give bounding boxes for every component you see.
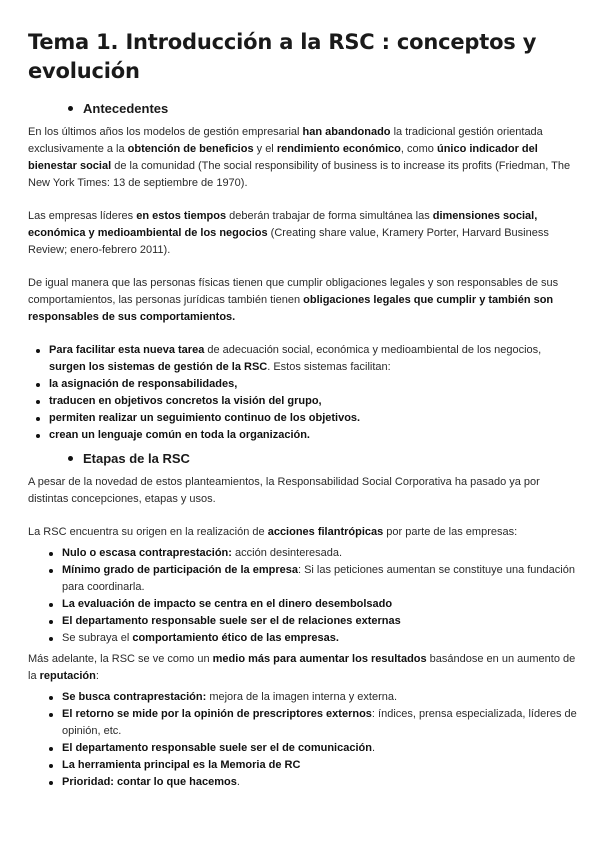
paragraph-antecedentes-2: Las empresas líderes en estos tiempos deberán trabajar de forma simultánea las dimensiones social, económica y medioambiental de los negocios (Creating share value, Kramery Porter, Harvard Business Review; enero-febrero 2011). — [28, 210, 549, 256]
list-item: Para facilitar esta nueva tarea de adecuación social, económica y medioambiental de los negocios, surgen los sistemas de gestión de la RSC. Estos sistemas facilitan: — [49, 342, 578, 376]
bullet-icon — [68, 456, 73, 461]
list-item: El departamento responsable suele ser el de comunicación. — [62, 740, 578, 757]
section-heading-antecedentes: Antecedentes — [28, 100, 578, 118]
list-item: Se subraya el comportamiento ético de las empresas. — [62, 630, 578, 647]
bullet-icon — [68, 106, 73, 111]
list-item: crean un lenguaje común en toda la organización. — [49, 427, 578, 444]
paragraph-etapas-1: A pesar de la novedad de estos planteamientos, la Responsabilidad Social Corporativa ha pasado ya por distintas concepciones, etapas y usos. — [28, 476, 540, 505]
list-item: traducen en objetivos concretos la visión del grupo, — [49, 393, 578, 410]
list-item: Se busca contraprestación: mejora de la imagen interna y externa. — [62, 689, 578, 706]
list-item: La herramienta principal es la Memoria de RC — [62, 757, 578, 774]
list-reputacion — [28, 689, 578, 791]
list-item: permiten realizar un seguimiento continuo de los objetivos. — [49, 410, 578, 427]
list-item: la asignación de responsabilidades, — [49, 376, 578, 393]
list-item: El retorno se mide por la opinión de prescriptores externos: índices, prensa especializada, líderes de opinión, etc. — [62, 706, 578, 740]
list-item: Prioridad: contar lo que hacemos. — [62, 774, 578, 791]
list-item: Mínimo grado de participación de la empresa: Si las peticiones aumentan se constituye una fundación para coordinarla. — [62, 562, 578, 596]
page-title: Tema 1. Introducción a la RSC : conceptos y evolución — [28, 30, 537, 83]
list-item: La evaluación de impacto se centra en el dinero desembolsado — [62, 596, 578, 613]
list-item: Nulo o escasa contraprestación: acción desinteresada. — [62, 545, 578, 562]
paragraph-etapas-2: La RSC encuentra su origen en la realización de acciones filantrópicas por parte de las empresas: — [28, 526, 518, 538]
paragraph-antecedentes-3: De igual manera que las personas físicas tienen que cumplir obligaciones legales y son responsables de sus comportamientos, las personas jurídicas también tienen obligaciones legales que cumplir y también son responsables de sus comportamientos. — [28, 277, 559, 323]
paragraph-etapas-3: Más adelante, la RSC se ve como un medio más para aumentar los resultados basándose en un aumento de la reputación: — [28, 653, 576, 682]
list-filantropia — [28, 545, 578, 647]
paragraph-antecedentes-1: En los últimos años los modelos de gestión empresarial han abandonado la tradicional gestión orientada exclusivamente a la obtención de beneficios y el rendimiento económico, como único indicador del bienestar social de la comunidad (The social responsibility of business is to increase its profits (Friedman, The New York Times: 13 de septiembre de 1970). — [28, 126, 571, 189]
section-heading-etapas: Etapas de la RSC — [28, 450, 578, 468]
list-sistemas-rsc — [28, 342, 578, 444]
list-item: El departamento responsable suele ser el de relaciones externas — [62, 613, 578, 630]
